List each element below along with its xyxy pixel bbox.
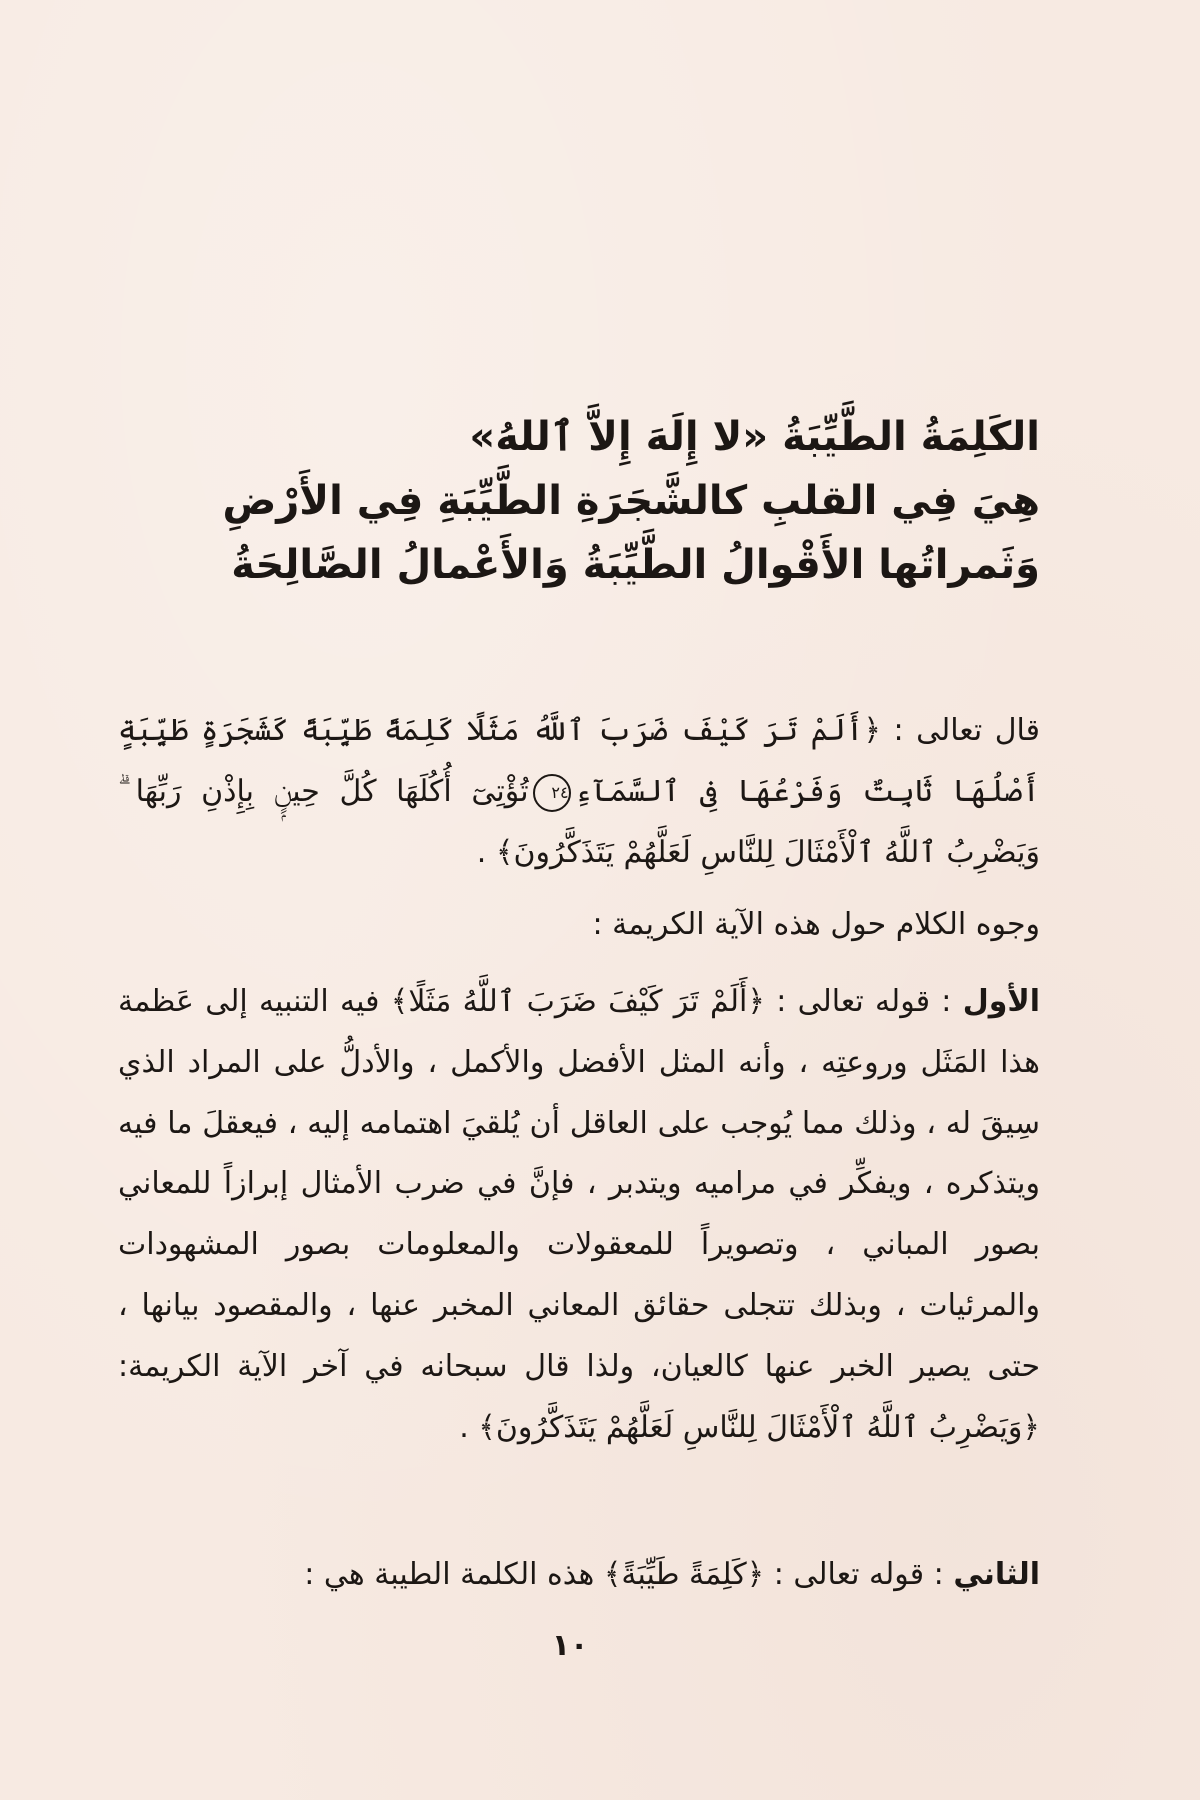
first-point-label: الأول <box>962 984 1040 1019</box>
first-open-brace: ﴿ <box>747 984 765 1019</box>
first-body: فيه التنبيه إلى عَظمة هذا المَثَل وروعتِه ، وأنه المثل الأفضل والأكمل ، والأدلُّ على المراد الذي سِيقَ له ، وذلك مما يُوجب على العاقل أن يُلقيَ اهتمامه إليه ، فيعقلَ ما فيه ويتذكره ، ويفكِّر في مراميه ويتدبر ، فإنَّ في ضرب الأمثال إبرازاً للمعاني بصور المباني ، وتصويراً للمعقولات والمعلومات بصور المشهودات والمرئيات ، وبذلك تتجلى حقائق المعاني المخبر عنها ، والمقصود بيانها ، حتى يصير الخبر عنها كالعيان، ولذا قال سبحانه في آخر الآية الكريمة: <box>118 984 1040 1384</box>
open-brace: ﴿ <box>863 713 881 748</box>
first-point-intro: : قوله تعالى : <box>764 984 963 1019</box>
first-end-open-brace: ﴿ <box>1022 1409 1040 1445</box>
close-brace: ﴾ <box>495 835 514 870</box>
first-end-suffix: . <box>459 1409 479 1445</box>
quran-verse-part-1: أَلَمْ تَرَ كَيْفَ ضَرَبَ ٱللَّهُ مَثَلًا كَلِمَةً طَيِّبَةً كَشَجَرَةٍ طَيِّبَةٍ أَصْلُهَا ثَابِتٌ وَفَرْعُهَا فِى ٱلسَّمَآءِ <box>118 713 1040 809</box>
quran-verse-part-2: تُؤْتِىٓ أُكُلَهَا كُلَّ حِينٍۭ بِإِذْنِ رَبِّهَا ۗ وَيَضْرِبُ ٱللَّهُ ٱلْأَمْثَالَ لِلنَّاسِ لَعَلَّهُمْ يَتَذَكَّرُونَ <box>118 774 1040 870</box>
first-close-brace: ﴾ <box>390 984 409 1019</box>
first-point-paragraph <box>118 972 1040 1458</box>
second-open-brace: ﴿ <box>746 1557 765 1592</box>
verse-suffix: . <box>476 835 496 870</box>
section-heading: وجوه الكلام حول هذه الآية الكريمة : <box>592 907 1040 942</box>
second-point-intro: : قوله تعالى : <box>764 1557 954 1592</box>
second-body: هذه الكلمة الطيبة هي : <box>304 1557 604 1592</box>
second-point-paragraph <box>118 1545 1040 1605</box>
title-line-3: وَثَمراتُها الأَقْوالُ الطَّيِّبَةُ وَالأَعْمالُ الصَّالِحَةُ <box>231 542 1040 588</box>
first-end-close-brace: ﴾ <box>478 1409 496 1445</box>
first-quote: أَلَمْ تَرَ كَيْفَ ضَرَبَ ٱللَّهُ مَثَلًا <box>408 984 748 1019</box>
verse-paragraph <box>118 700 1040 883</box>
title-line-1: الكَلِمَةُ الطَّيِّبَةُ «لا إِلَهَ إِلاَّ ٱللهُ» <box>469 414 1040 460</box>
ayah-number-marker: ٢٤ <box>533 774 571 812</box>
first-end-quote: وَيَضْرِبُ ٱللَّهُ ٱلْأَمْثَالَ لِلنَّاسِ لَعَلَّهُمْ يَتَذَكَّرُونَ <box>495 1409 1023 1445</box>
page-number: ١٠ <box>551 1628 589 1663</box>
verse-prefix: قال تعالى : <box>880 713 1041 748</box>
title-line-2: هِيَ فِي القلبِ كالشَّجَرَةِ الطَّيِّبَةِ فِي الأَرْضِ <box>222 478 1040 524</box>
second-quote: كَلِمَةً طَيِّبَةً <box>621 1557 747 1592</box>
second-close-brace: ﴾ <box>603 1557 622 1592</box>
second-point-label: الثاني <box>953 1557 1040 1592</box>
chapter-title <box>160 405 1040 597</box>
